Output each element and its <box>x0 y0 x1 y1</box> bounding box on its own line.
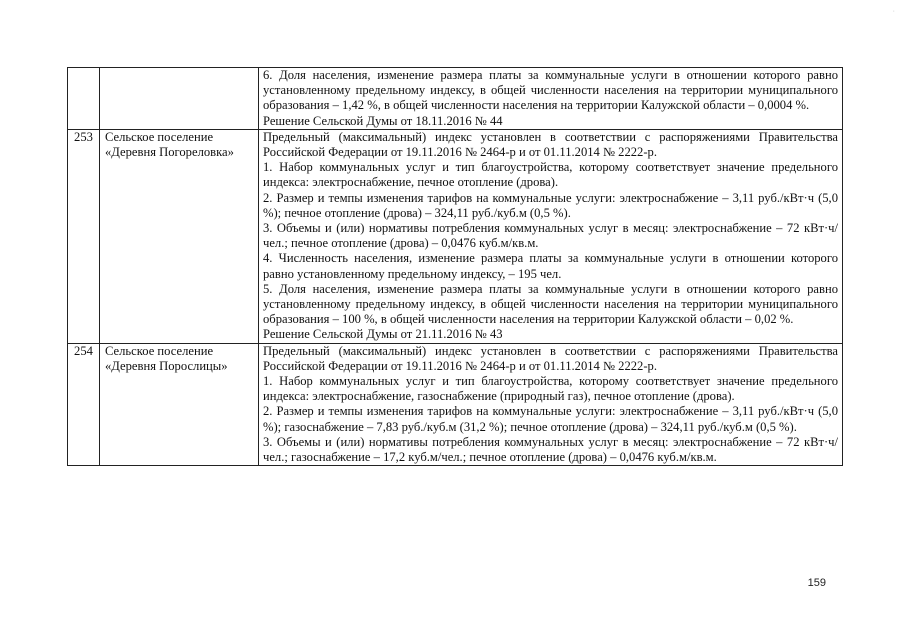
index-description <box>259 68 843 130</box>
row-number: 254 <box>68 343 100 466</box>
table-row <box>68 68 843 130</box>
paragraph: 4. Численность населения, изменение размера платы за коммунальные услуги в отношении которого равно установленному предельному индексу, – 195 чел. <box>263 251 838 281</box>
paragraph: 3. Объемы и (или) нормативы потребления коммунальных услуг в месяц: электроснабжение – 72 кВт·ч/чел.; печное отопление (дрова) – 0,0476 куб.м/кв.м. <box>263 221 838 251</box>
index-description <box>259 343 843 466</box>
settlement-name: Сельское поселение «Деревня Порослицы» <box>100 343 259 466</box>
index-description <box>259 129 843 343</box>
decision-reference: Решение Сельской Думы от 21.11.2016 № 43 <box>263 327 503 342</box>
row-number: 253 <box>68 129 100 343</box>
paragraph: 6. Доля населения, изменение размера платы за коммунальные услуги в отношении которого равно установленному предельному индексу, в общей численности населения на территории муниципального образования – 1,42 %, в общей численности населения на территории Калужской области – 0,0004 %. <box>263 68 838 113</box>
page-number: 159 <box>807 577 826 589</box>
row-number <box>68 68 100 130</box>
settlement-name <box>100 68 259 130</box>
paragraph: 1. Набор коммунальных услуг и тип благоустройства, которому соответствует значение предельного индекса: электроснабжение, газоснабжение (природный газ), печное отопление (дрова). <box>263 374 838 404</box>
scan-corner-mark: · <box>892 8 895 15</box>
paragraph: 5. Доля населения, изменение размера платы за коммунальные услуги в отношении которого равно установленному предельному индексу, в общей численности населения на территории муниципального образования – 100 %, в общей численности населения на территории Калужской области – 0,02 %. <box>263 281 838 327</box>
paragraph: 2. Размер и темпы изменения тарифов на коммунальные услуги: электроснабжение – 3,11 руб./кВт·ч (5,0 %); печное отопление (дрова) – 324,11 руб./куб.м (0,5 %). <box>263 190 838 220</box>
paragraph: 3. Объемы и (или) нормативы потребления коммунальных услуг в месяц: электроснабжение – 72 кВт·ч/чел.; газоснабжение – 17,2 куб.м/чел.; печное отопление (дрова) – 0,0476 куб.м/кв.м. <box>263 434 838 465</box>
paragraph: 2. Размер и темпы изменения тарифов на коммунальные услуги: электроснабжение – 3,11 руб./кВт·ч (5,0 %); газоснабжение – 7,83 руб./куб.м (31,2 %); печное отопление (дрова) – 324,11 руб./куб.м (0,5 %). <box>263 404 838 434</box>
table-row <box>68 343 843 466</box>
paragraph: Предельный (максимальный) индекс установлен в соответствии с распоряжениями Правительства Российской Федерации от 19.11.2016 № 2464-р и от 01.11.2014 № 2222-р. <box>263 343 838 373</box>
regulation-table <box>67 67 843 466</box>
paragraph: 1. Набор коммунальных услуг и тип благоустройства, которому соответствует значение предельного индекса: электроснабжение, печное отопление (дрова). <box>263 160 838 190</box>
settlement-name: Сельское поселение «Деревня Погореловка» <box>100 129 259 343</box>
decision-reference: Решение Сельской Думы от 18.11.2016 № 44 <box>263 113 503 128</box>
table-row <box>68 129 843 343</box>
paragraph: Предельный (максимальный) индекс установлен в соответствии с распоряжениями Правительства Российской Федерации от 19.11.2016 № 2464-р и от 01.11.2014 № 2222-р. <box>263 129 838 160</box>
